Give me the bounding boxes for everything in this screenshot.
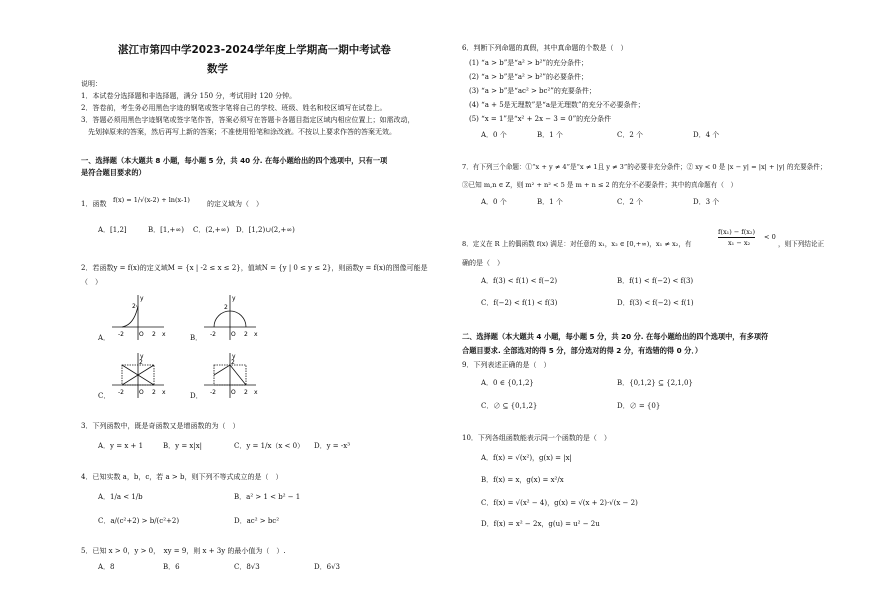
question-7-stem: 7．有下列三个命题：①“x + y ≠ 4”是“x ≠ 1且 y ≠ 3”的必要非充分条件；② xy < 0 是 |x − y| = |x| + |y| 的充要条件； [462, 163, 827, 171]
section-heading: 是符合题目要求的） [81, 168, 146, 177]
q6-item: (1) “a > b”是“a² > b²”的充分条件； [469, 59, 589, 67]
option-a: A．8 [98, 563, 115, 571]
option-b: B．f(1) < f(−2) < f(3) [617, 277, 694, 285]
q2-math: y = f(x) [113, 264, 140, 272]
option-b: B．[1,+∞) [148, 226, 184, 234]
axis-label: x [254, 389, 258, 396]
option-c: C．f(x) = √(x² − 4)，g(x) = √(x + 2)·√(x − 2) [481, 499, 638, 507]
axis-label: -2 [118, 331, 124, 338]
option-c: C．a/(c²+2) > b/(c²+2) [98, 517, 180, 525]
q8-stem-tail: ，则下列结论正 [778, 240, 825, 248]
option-c: C．2 个 [617, 131, 644, 139]
q2-label-c: C． [98, 392, 111, 400]
instruction-item: 1．本试卷分选择题和非选择题，满分 150 分，考试用时 120 分钟。 [81, 92, 297, 100]
axis-label: y [140, 295, 144, 302]
question-8-stem: 8．定义在 R 上的偶函数 f(x) 满足：对任意的 x₁，x₂ ∈ [0,+∞)，x₁ ≠ x₂，有 [462, 240, 692, 248]
axis-label: O [231, 389, 236, 396]
q8-fraction-num: f(x₁) − f(x₂) [718, 228, 756, 236]
q2-math: M = {x | -2 ≤ x ≤ 2} [167, 264, 241, 272]
graph-d [200, 350, 260, 400]
q8-stem-line2: 确的是（ ） [462, 259, 504, 267]
axis-label: 2 [152, 331, 156, 338]
instructions-heading: 说明： [81, 80, 102, 88]
graph-a [108, 292, 168, 342]
axis-label: y [232, 295, 236, 302]
q2-text: 的图像可能是 [385, 264, 428, 272]
question-5-stem: 5．已知 x > 0，y > 0， xy = 9，则 x + 3y 的最小值为（ ）. [81, 547, 286, 555]
section-heading: 二、选择题（本大题共 4 小题，每小题 5 分，共 20 分. 在每小题给出的四个选项中，有多项符 [462, 332, 769, 341]
option-c: C．f(−2) < f(1) < f(3) [481, 299, 558, 307]
q2-label-a: A． [98, 334, 111, 342]
axis-label: x [162, 331, 166, 338]
exam-subject: 数学 [207, 63, 228, 75]
option-a: A．0 个 [481, 131, 507, 139]
axis-label: 2 [231, 359, 235, 366]
option-c: C．y = 1/x（x < 0） [234, 442, 305, 450]
option-a: A．[1,2] [98, 226, 127, 234]
axis-label: -2 [118, 389, 124, 396]
option-b: B．6 [163, 563, 180, 571]
axis-label: x [162, 389, 166, 396]
option-b: B．1 个 [537, 131, 563, 139]
axis-label: x [254, 331, 258, 338]
graph-c [108, 350, 168, 400]
question-10-stem: 10．下列各组函数能表示同一个函数的是（ ） [462, 434, 611, 442]
q1-stem-post: 的定义域为（ ） [207, 200, 263, 208]
option-d: D．ac² > bc² [234, 517, 280, 525]
option-b: B．{0,1,2} ⊆ {2,1,0} [617, 379, 693, 387]
option-c: C．(2,+∞) [193, 226, 230, 234]
option-d: D．y = -x³ [314, 442, 351, 450]
axis-label: 2 [224, 304, 228, 311]
question-3-stem: 3．下列函数中，既是奇函数又是增函数的为（ ） [81, 422, 240, 430]
axis-label: O [139, 389, 144, 396]
axis-label: 2 [244, 331, 248, 338]
question-9-stem: 9．下列表述正确的是（ ） [462, 361, 551, 369]
q1-stem-pre: 1．函数 [81, 200, 107, 208]
graph-b [200, 292, 260, 342]
option-b: B．y = x|x| [163, 442, 203, 450]
q6-item: (5) “x = 1”是“x² + 2x − 3 = 0”的充分条件 [469, 115, 612, 123]
q6-item: (3) “a > b”是“ac² > bc²”的充要条件； [469, 87, 596, 95]
q2-text: 的定义域 [139, 264, 168, 272]
q2-label-d: D． [190, 392, 203, 400]
option-d: D．4 个 [693, 131, 720, 139]
q8-inequality: < 0 [764, 233, 776, 241]
q2-math: y = f(x) [359, 264, 386, 272]
option-d: D．6√3 [314, 563, 340, 571]
axis-label: -2 [210, 331, 216, 338]
q6-item: (4) “a + 5是无理数”是“a是无理数”的充分不必要条件； [469, 101, 645, 109]
axis-label: 2 [244, 389, 248, 396]
option-c: C．2 个 [617, 198, 644, 206]
q1-formula: f(x) = 1/√(x-2) + ln(x-1) [113, 196, 190, 204]
q6-item: (2) “a > b”是“a² > b²”的必要条件； [469, 73, 589, 81]
q8-fraction-den: x₁ − x₂ [728, 239, 751, 247]
axis-label: 2 [152, 389, 156, 396]
axis-label: 2 [132, 303, 136, 310]
axis-label: O [231, 331, 236, 338]
option-b: B．1 个 [537, 198, 563, 206]
q2-math: N = {y | 0 ≤ y ≤ 2} [261, 264, 332, 272]
option-c: C．8√3 [234, 563, 260, 571]
option-d: D．∅ = {0} [617, 402, 661, 410]
q2-label-b: B． [190, 334, 203, 342]
option-a: A．0 个 [481, 198, 507, 206]
axis-label: y [232, 353, 236, 360]
section-heading: 合题目要求. 全部选对的得 5 分，部分选对的得 2 分，有选错的得 0 分．） [462, 346, 703, 355]
question-2-stem [81, 264, 428, 273]
exam-title: 湛江市第四中学2023-2024学年度上学期高一期中考试卷 [118, 44, 391, 56]
question-4-stem: 4．已知实数 a，b，c，若 a > b，则下列不等式成立的是（ ） [81, 473, 283, 481]
section-heading: 一、选择题（本大题共 8 小题，每小题 5 分，共 40 分. 在每小题给出的四个选项中，只有一项 [81, 156, 388, 165]
q2-text: 2．若函数 [81, 264, 114, 272]
q2-stem-line2: （ ） [81, 278, 102, 286]
question-7-stem-line2: ③已知 m,n ∈ Z，则 m² + n² < 5 是 m + n ≤ 2 的充分不必要条件；其中的真命题有（ ） [462, 181, 738, 189]
option-c: C．∅ ⊆ {0,1,2} [481, 402, 538, 410]
instruction-item: 先划掉原来的答案，然后再写上新的答案；不准使用铅笔和涂改液。不按以上要求作答的答案无效。 [88, 128, 396, 136]
axis-label: 2 [139, 359, 143, 366]
q2-text: ，则函数 [331, 264, 360, 272]
instruction-item: 3．答题必须用黑色字迹钢笔或签字笔作答，答案必须写在答题卡各题目指定区域内相应位置上；如需改动， [81, 116, 415, 124]
instruction-item: 2．答卷前，考生务必用黑色字迹的钢笔或签字笔将自己的学校、班级、姓名和校区填写在试卷上。 [81, 104, 387, 112]
option-a: A．1/a < 1/b [98, 493, 143, 501]
option-d: D．[1,2)∪(2,+∞) [236, 226, 295, 234]
option-d: D．3 个 [693, 198, 720, 206]
axis-label: y [140, 353, 144, 360]
option-a: A．y = x + 1 [98, 442, 144, 450]
option-b: B．f(x) = x，g(x) = x²/x [481, 476, 564, 484]
axis-label: O [139, 331, 144, 338]
option-a: A．f(3) < f(1) < f(−2) [481, 277, 558, 285]
option-b: B．a² > 1 < b² − 1 [234, 493, 301, 501]
q2-text: ，值域 [240, 264, 262, 272]
option-d: D．f(x) = x² − 2x，g(u) = u² − 2u [481, 520, 600, 528]
option-a: A．0 ∈ {0,1,2} [481, 379, 534, 387]
question-1-stem [81, 200, 106, 209]
option-a: A．f(x) = √(x²)，g(x) = |x| [481, 454, 572, 462]
question-6-stem: 6．判断下列命题的真假，其中真命题的个数是（ ） [462, 44, 628, 52]
axis-label: -2 [210, 389, 216, 396]
option-d: D．f(3) < f(−2) < f(1) [617, 299, 694, 307]
